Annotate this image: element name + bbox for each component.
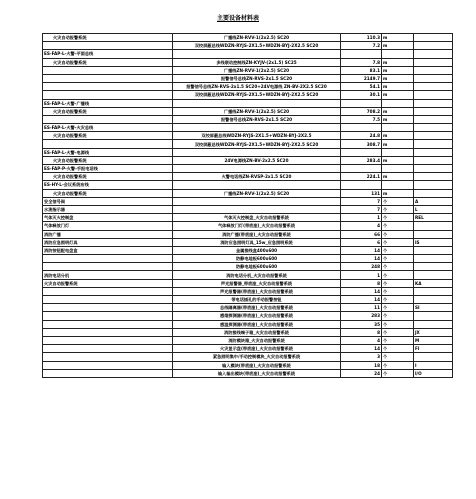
- cell-unit: [382, 148, 414, 156]
- table-row: [43, 197, 453, 205]
- cell-quantity: [341, 99, 382, 107]
- cell-unit: [382, 50, 414, 58]
- cell-code: FI: [414, 345, 453, 353]
- cell-spec: 火警电话线ZN-RVSP-2x1.5 SC20: [173, 173, 341, 181]
- cell-spec: 24V电源线ZN-BV-2x2.5 SC20: [173, 156, 341, 164]
- cell-quantity: 14: [341, 345, 382, 353]
- cell-code: [414, 263, 453, 271]
- cell-unit: 个: [382, 320, 414, 328]
- cell-spec: 广播线ZN-RVV-1(2x2.5) SC20: [173, 189, 341, 197]
- cell-quantity: 24: [341, 369, 382, 377]
- cell-code: [414, 255, 453, 263]
- table-row: [43, 271, 453, 279]
- cell-quantity: 248: [341, 263, 382, 271]
- table-row: [43, 287, 453, 295]
- cell-spec: 消防广播(带底座)_火灾自动报警系统: [173, 230, 341, 238]
- cell-spec: 消防电话分机_火灾自动报警系统: [173, 271, 341, 279]
- cell-spec: [173, 99, 341, 107]
- cell-spec: 防静电地板600x600: [173, 255, 341, 263]
- cell-spec: 广播线ZN-RVV-1(2x2.5) SC20: [173, 107, 341, 115]
- cell-name: [43, 140, 173, 148]
- cell-spec: 防静电地板600x600: [173, 263, 341, 271]
- cell-code: [414, 50, 453, 58]
- cell-code: [414, 99, 453, 107]
- cell-spec: [173, 205, 341, 213]
- table-row: [43, 74, 453, 82]
- cell-code: [414, 320, 453, 328]
- cell-unit: 个: [382, 296, 414, 304]
- cell-spec: 总线隔离器(带底座)_火灾自动报警系统: [173, 304, 341, 312]
- cell-name: [43, 115, 173, 123]
- cell-name: ES-FAP-L-火警-平面总线: [43, 50, 173, 58]
- cell-spec: 感温探测器(带底座)_火灾自动报警系统: [173, 320, 341, 328]
- cell-spec: 消防模块箱_火灾自动报警系统: [173, 336, 341, 344]
- table-row: [43, 124, 453, 132]
- cell-spec: 报警信号总线ZN-RVS-2x1.5 SC20: [173, 115, 341, 123]
- cell-unit: 个: [382, 214, 414, 222]
- cell-unit: 个: [382, 197, 414, 205]
- cell-name: [43, 42, 173, 50]
- cell-spec: 火灾显示盘(带底座)_火灾自动报警系统: [173, 345, 341, 353]
- cell-code: IS: [414, 238, 453, 246]
- cell-spec: 消防应急照明灯具_15w_应急照明系统: [173, 238, 341, 246]
- cell-unit: 个: [382, 205, 414, 213]
- cell-name: 火灾自动报警系统: [43, 279, 173, 287]
- cell-quantity: 14: [341, 246, 382, 254]
- cell-unit: m: [382, 173, 414, 181]
- cell-spec: [173, 148, 341, 156]
- table-row: [43, 336, 453, 344]
- cell-code: KA: [414, 279, 453, 287]
- cell-name: [43, 361, 173, 369]
- cell-code: [414, 246, 453, 254]
- cell-spec: 双绞屏蔽总线WDZN-RYJS-2X1.5+WDZN-BYJ-2X2.5 SC20: [173, 91, 341, 99]
- cell-name: [43, 296, 173, 304]
- cell-quantity: [341, 148, 382, 156]
- cell-name: [43, 83, 173, 91]
- cell-quantity: 4: [341, 336, 382, 344]
- table-row: [43, 99, 453, 107]
- table-row: [43, 312, 453, 320]
- cell-quantity: 14: [341, 255, 382, 263]
- table-body: [43, 34, 453, 378]
- cell-unit: 个: [382, 345, 414, 353]
- cell-quantity: 6: [341, 238, 382, 246]
- cell-quantity: 3: [341, 353, 382, 361]
- cell-unit: m: [382, 189, 414, 197]
- table-row: [43, 140, 453, 148]
- cell-code: [414, 230, 453, 238]
- table-row: [43, 238, 453, 246]
- cell-unit: m: [382, 34, 414, 42]
- cell-quantity: 224.1: [341, 173, 382, 181]
- cell-unit: 个: [382, 287, 414, 295]
- cell-name: [43, 312, 173, 320]
- table-row: [43, 263, 453, 271]
- table-row: [43, 34, 453, 42]
- table-row: [43, 165, 453, 173]
- cell-unit: m: [382, 107, 414, 115]
- cell-quantity: 131: [341, 189, 382, 197]
- cell-unit: m: [382, 58, 414, 66]
- cell-unit: 个: [382, 353, 414, 361]
- cell-spec: 双绞屏蔽总线WDZN-RYJS-2X1.5+WDZN-BYJ-2X2.5 SC20: [173, 42, 341, 50]
- cell-unit: m: [382, 91, 414, 99]
- table-row: [43, 246, 453, 254]
- cell-name: 安全信号阀: [43, 197, 173, 205]
- table-row: [43, 230, 453, 238]
- cell-spec: 广播线ZN-RVV-1(2x2.5) SC20: [173, 34, 341, 42]
- cell-code: [414, 74, 453, 82]
- cell-name: [43, 336, 173, 344]
- cell-unit: m: [382, 83, 414, 91]
- cell-spec: 报警信号总线ZN-RVS-2x1.5 SC20+24V电源线 ZN-BV-2X2.5 SC20: [173, 83, 341, 91]
- cell-quantity: 8: [341, 279, 382, 287]
- cell-spec: 金属接线盒400x600: [173, 246, 341, 254]
- table-row: [43, 148, 453, 156]
- cell-name: [43, 287, 173, 295]
- cell-code: [414, 222, 453, 230]
- cell-name: 水流指示器: [43, 205, 173, 213]
- cell-name: 消防电话分机: [43, 271, 173, 279]
- table-row: [43, 156, 453, 164]
- cell-unit: m: [382, 132, 414, 140]
- cell-name: 火灾自动报警系统: [43, 107, 173, 115]
- cell-code: [414, 181, 453, 189]
- cell-quantity: 11: [341, 304, 382, 312]
- cell-quantity: 1: [341, 214, 382, 222]
- table-row: [43, 328, 453, 336]
- cell-spec: 声光报警器_带底座_火灾自动报警系统: [173, 279, 341, 287]
- cell-name: 火灾自动报警系统: [43, 156, 173, 164]
- cell-code: [414, 58, 453, 66]
- cell-quantity: 83.1: [341, 66, 382, 74]
- cell-unit: m: [382, 140, 414, 148]
- cell-unit: m: [382, 66, 414, 74]
- cell-unit: 个: [382, 361, 414, 369]
- cell-unit: m: [382, 74, 414, 82]
- cell-quantity: 14: [341, 296, 382, 304]
- cell-spec: 双绞屏蔽总线WDZN-RYJS-2X1.5+WDZN-BYJ-2X2.5 SC20: [173, 140, 341, 148]
- table-row: [43, 66, 453, 74]
- cell-name: [43, 91, 173, 99]
- cell-spec: [173, 50, 341, 58]
- cell-unit: 个: [382, 238, 414, 246]
- cell-quantity: 4: [341, 222, 382, 230]
- table-row: [43, 189, 453, 197]
- cell-name: 消防广播: [43, 230, 173, 238]
- cell-code: [414, 189, 453, 197]
- cell-name: [43, 328, 173, 336]
- cell-unit: 个: [382, 369, 414, 377]
- cell-code: [414, 156, 453, 164]
- cell-unit: 个: [382, 312, 414, 320]
- cell-code: [414, 132, 453, 140]
- cell-unit: 个: [382, 328, 414, 336]
- cell-code: I: [414, 361, 453, 369]
- cell-quantity: 54.1: [341, 83, 382, 91]
- cell-quantity: 18: [341, 361, 382, 369]
- table-row: [43, 222, 453, 230]
- cell-unit: m: [382, 115, 414, 123]
- cell-code: [414, 91, 453, 99]
- cell-quantity: 283.4: [341, 156, 382, 164]
- cell-name: [43, 255, 173, 263]
- cell-name: 火灾自动报警系统: [43, 132, 173, 140]
- cell-name: [43, 66, 173, 74]
- cell-spec: 声光报警器(带底座)_火灾自动报警系统: [173, 287, 341, 295]
- cell-spec: 输入输出模块(带底座)_火灾自动报警系统: [173, 369, 341, 377]
- cell-spec: [173, 165, 341, 173]
- cell-spec: [173, 181, 341, 189]
- cell-quantity: 308.7: [341, 140, 382, 148]
- cell-name: 火灾自动报警系统: [43, 58, 173, 66]
- cell-name: 消防应急照明灯具: [43, 238, 173, 246]
- cell-name: [43, 74, 173, 82]
- cell-unit: m: [382, 156, 414, 164]
- table-row: [43, 205, 453, 213]
- table-row: [43, 361, 453, 369]
- cell-quantity: 8: [341, 328, 382, 336]
- cell-code: [414, 124, 453, 132]
- cell-unit: 个: [382, 246, 414, 254]
- cell-unit: m: [382, 42, 414, 50]
- cell-quantity: 110.3: [341, 34, 382, 42]
- cell-spec: 气体释放门灯(带底座)_火灾自动报警系统: [173, 222, 341, 230]
- table-row: [43, 320, 453, 328]
- cell-unit: 个: [382, 255, 414, 263]
- table-row: [43, 58, 453, 66]
- cell-name: 消防按钮配电盘盒: [43, 246, 173, 254]
- cell-unit: 个: [382, 263, 414, 271]
- cell-name: 火灾自动报警系统: [43, 34, 173, 42]
- cell-code: L: [414, 205, 453, 213]
- cell-name: [43, 304, 173, 312]
- table-row: [43, 107, 453, 115]
- cell-code: [414, 271, 453, 279]
- cell-unit: [382, 124, 414, 132]
- cell-unit: [382, 99, 414, 107]
- cell-code: [414, 34, 453, 42]
- cell-spec: 广播线ZN-RVV-1(2x2.5) SC20: [173, 66, 341, 74]
- cell-unit: [382, 165, 414, 173]
- cell-code: A: [414, 197, 453, 205]
- cell-code: [414, 140, 453, 148]
- cell-quantity: 35: [341, 320, 382, 328]
- cell-spec: 消防接线端子箱_火灾自动报警系统: [173, 328, 341, 336]
- cell-code: [414, 287, 453, 295]
- cell-quantity: [341, 181, 382, 189]
- cell-name: ES-FAP-L-火警-广播线: [43, 99, 173, 107]
- cell-code: [414, 353, 453, 361]
- cell-quantity: 283: [341, 312, 382, 320]
- cell-spec: 感烟探测器(带底座)_火灾自动报警系统: [173, 312, 341, 320]
- cell-name: ES-FAP-L-火警-电源线: [43, 148, 173, 156]
- cell-code: I/O: [414, 369, 453, 377]
- table-row: [43, 296, 453, 304]
- cell-code: [414, 115, 453, 123]
- cell-code: [414, 165, 453, 173]
- table-row: [43, 353, 453, 361]
- cell-spec: 输入模块(带底座)_火灾自动报警系统: [173, 361, 341, 369]
- cell-quantity: 66: [341, 230, 382, 238]
- table-row: [43, 173, 453, 181]
- cell-name: [43, 353, 173, 361]
- cell-name: 火灾自动报警系统: [43, 173, 173, 181]
- table-row: [43, 279, 453, 287]
- cell-name: [43, 369, 173, 377]
- table-row: [43, 369, 453, 377]
- cell-spec: [173, 197, 341, 205]
- cell-name: [43, 320, 173, 328]
- cell-unit: 个: [382, 279, 414, 287]
- table-row: [43, 42, 453, 50]
- cell-quantity: 7: [341, 205, 382, 213]
- cell-name: ES-HY-L-会议系统布线: [43, 181, 173, 189]
- cell-quantity: [341, 165, 382, 173]
- cell-name: 气体释放门灯: [43, 222, 173, 230]
- cell-quantity: [341, 50, 382, 58]
- cell-code: [414, 107, 453, 115]
- cell-quantity: 14: [341, 287, 382, 295]
- cell-spec: [173, 124, 341, 132]
- equipment-material-table: [42, 33, 453, 378]
- cell-code: [414, 66, 453, 74]
- cell-unit: [382, 181, 414, 189]
- cell-code: [414, 312, 453, 320]
- cell-code: [414, 173, 453, 181]
- cell-code: SI: [414, 304, 453, 312]
- cell-spec: 气体灭火控制盘_火灾自动报警系统: [173, 214, 341, 222]
- cell-code: JX: [414, 328, 453, 336]
- cell-unit: 个: [382, 271, 414, 279]
- table-row: [43, 345, 453, 353]
- table-row: [43, 91, 453, 99]
- cell-name: [43, 345, 173, 353]
- cell-name: 火灾自动报警系统: [43, 189, 173, 197]
- cell-spec: 带电话插孔的手动报警按钮: [173, 296, 341, 304]
- cell-quantity: 7.2: [341, 42, 382, 50]
- cell-code: [414, 148, 453, 156]
- table-row: [43, 50, 453, 58]
- cell-spec: 多线联动控制线ZN-KYJV-(2x1.5) SC25: [173, 58, 341, 66]
- cell-name: 气体灭火控制盘: [43, 214, 173, 222]
- cell-code: [414, 42, 453, 50]
- table-row: [43, 115, 453, 123]
- cell-quantity: [341, 124, 382, 132]
- cell-unit: 个: [382, 336, 414, 344]
- cell-name: ES-FAP-L-火警-火灾总线: [43, 124, 173, 132]
- cell-unit: 个: [382, 304, 414, 312]
- cell-spec: 紧急照明集中/手动控制模块_火灾自动报警系统: [173, 353, 341, 361]
- cell-name: ES-FAP-P-火警-手报电话线: [43, 165, 173, 173]
- cell-code: [414, 83, 453, 91]
- cell-code: REL: [414, 214, 453, 222]
- table-row: [43, 181, 453, 189]
- cell-quantity: 30.1: [341, 91, 382, 99]
- cell-name: [43, 263, 173, 271]
- cell-code: [414, 296, 453, 304]
- cell-spec: 双绞屏蔽总线WDZN-RYJS-2X1.5+WDZN-BYJ-2X2.5: [173, 132, 341, 140]
- table-title: 主要设备材料表: [216, 15, 259, 22]
- table-row: [43, 214, 453, 222]
- cell-quantity: 7.8: [341, 58, 382, 66]
- cell-quantity: 7: [341, 197, 382, 205]
- cell-quantity: 24.8: [341, 132, 382, 140]
- cell-quantity: 1: [341, 271, 382, 279]
- cell-quantity: 7.5: [341, 115, 382, 123]
- table-row: [43, 255, 453, 263]
- cell-unit: 个: [382, 222, 414, 230]
- cell-spec: 报警信号总线ZN-RVS-2x1.5 SC20: [173, 74, 341, 82]
- cell-code: M: [414, 336, 453, 344]
- cell-quantity: 708.2: [341, 107, 382, 115]
- cell-unit: 个: [382, 230, 414, 238]
- table-row: [43, 83, 453, 91]
- table-row: [43, 132, 453, 140]
- cell-quantity: 2149.7: [341, 74, 382, 82]
- table-row: [43, 304, 453, 312]
